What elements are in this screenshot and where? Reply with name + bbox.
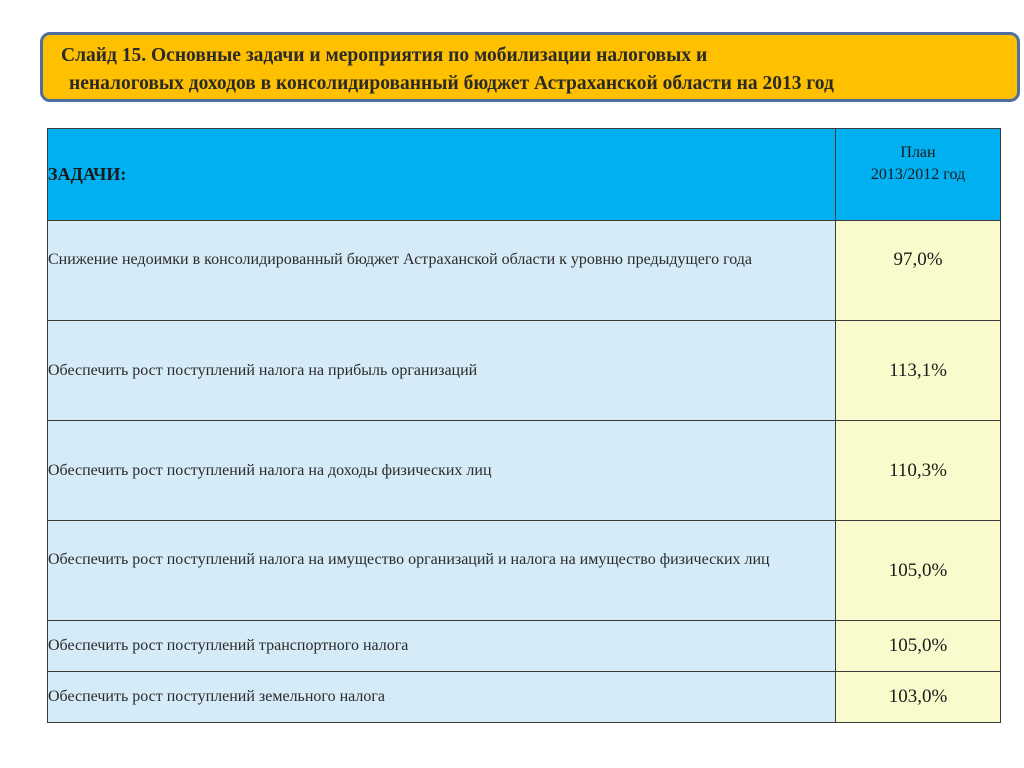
task-cell [48, 521, 836, 621]
plan-cell: 113,1% [836, 321, 1001, 421]
table-header-row [48, 129, 1001, 221]
table-row [48, 672, 1001, 723]
plan-cell: 105,0% [836, 621, 1001, 672]
slide-title-box [40, 32, 1020, 102]
slide-title-line-1: Слайд 15. Основные задачи и мероприятия по мобилизации налоговых и [61, 45, 708, 66]
task-cell: Обеспечить рост поступлений транспортного налога [48, 621, 836, 672]
task-cell [48, 221, 836, 321]
table-row [48, 521, 1001, 621]
header-plan-period: 2013/2012 год [870, 165, 966, 183]
task-cell: Обеспечить рост поступлений земельного налога [48, 672, 836, 723]
plan-cell: 105,0% [836, 521, 1001, 621]
task-text: Снижение недоимки в консолидированный бюджет Астраханской области к уровню предыдущего года [48, 250, 753, 268]
task-text: Обеспечить рост поступлений налога на имущество организаций и налога на имущество физических лиц [48, 550, 770, 568]
table-row [48, 321, 1001, 421]
table-row [48, 621, 1001, 672]
header-tasks: ЗАДАЧИ: [48, 129, 836, 221]
plan-value: 97,0% [893, 248, 943, 270]
table-row [48, 221, 1001, 321]
plan-cell: 110,3% [836, 421, 1001, 521]
task-cell: Обеспечить рост поступлений налога на доходы физических лиц [48, 421, 836, 521]
plan-cell: 103,0% [836, 672, 1001, 723]
plan-cell [836, 221, 1001, 321]
slide-title-line-2: неналоговых доходов в консолидированный бюджет Астраханской области на 2013 год [69, 73, 834, 94]
table-row [48, 421, 1001, 521]
task-cell: Обеспечить рост поступлений налога на прибыль организаций [48, 321, 836, 421]
header-plan-label: План [900, 143, 936, 161]
header-plan [836, 129, 1001, 221]
tasks-table [47, 128, 1001, 723]
